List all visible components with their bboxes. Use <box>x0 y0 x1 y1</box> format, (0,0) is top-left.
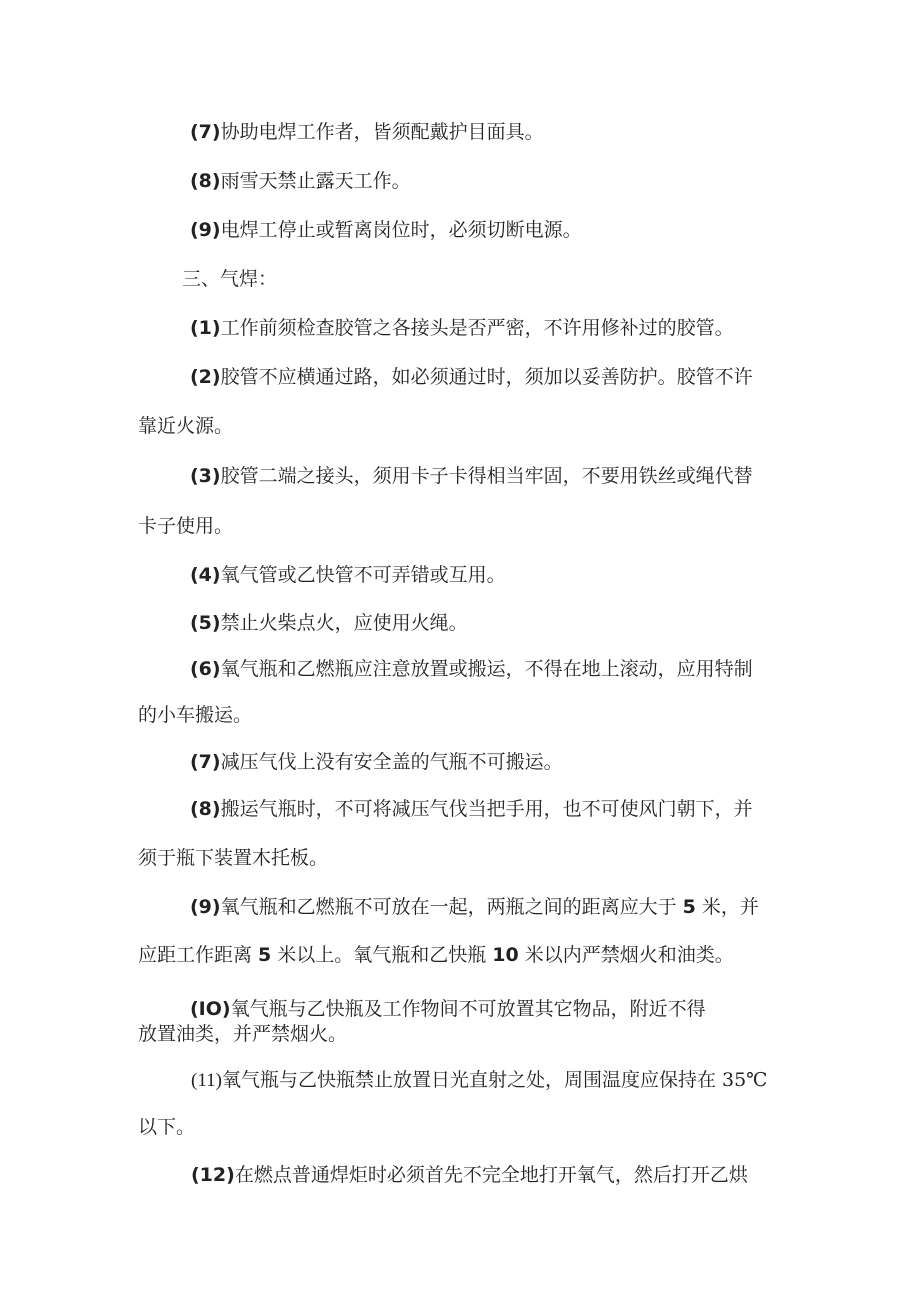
line-text: 放置油类，并严禁烟火。 <box>138 1023 348 1045</box>
paragraph-line-continued <box>138 943 734 967</box>
line-text: 须于瓶下装置木托板。 <box>138 847 329 869</box>
line-text: 卡子使用。 <box>138 515 234 537</box>
inline-number: 5 <box>258 944 272 966</box>
paragraph-line <box>190 657 753 681</box>
heading-text: 三、气焊： <box>182 268 278 290</box>
paragraph-line-continued <box>138 414 233 438</box>
line-text: 在燃点普通焊炬时必须首先不完全地打开氧气，然后打开乙烘 <box>234 1164 748 1186</box>
item-number: (2) <box>190 366 221 388</box>
paragraph-line <box>190 563 506 587</box>
paragraph-line-continued <box>138 1115 195 1139</box>
line-text: 米以内严禁烟火和油类。 <box>524 944 734 966</box>
line-text: 的小车搬运。 <box>138 704 253 726</box>
item-number: (6) <box>190 658 221 680</box>
paragraph-line <box>190 611 468 635</box>
line-text: 协助电焊工作者，皆须配戴护目面具。 <box>220 121 544 143</box>
line-text: 雨雪天禁止露天工作。 <box>220 170 411 192</box>
line-text: 应距工作距离 <box>138 944 253 966</box>
line-text: 米以上。氧气瓶和乙快瓶 <box>277 944 487 966</box>
line-text: 禁止火柴点火，应使用火绳。 <box>220 612 468 634</box>
section-heading <box>182 267 277 291</box>
item-number: (IO) <box>190 998 231 1020</box>
line-text: 氧气瓶与乙快瓶及工作物间不可放置其它物品，附近不得 <box>230 998 706 1020</box>
paragraph-line <box>190 895 759 919</box>
paragraph-line <box>190 218 582 242</box>
item-number: (8) <box>190 798 221 820</box>
paragraph-line <box>190 169 411 193</box>
paragraph-line <box>190 120 544 144</box>
paragraph-line <box>191 1068 767 1093</box>
paragraph-line <box>191 1163 748 1187</box>
item-number: (9) <box>190 219 221 241</box>
inline-number: 10 <box>492 944 519 966</box>
paragraph-line <box>190 365 753 389</box>
paragraph-line <box>190 997 706 1021</box>
line-text: 氧气瓶和乙燃瓶不可放在一起，两瓶之间的距离应大于 <box>220 896 677 918</box>
item-number: (4) <box>190 564 221 586</box>
paragraph-line-continued <box>138 846 328 870</box>
item-number: (1) <box>190 317 221 339</box>
item-number: (8) <box>190 170 221 192</box>
item-number: (5) <box>190 612 221 634</box>
paragraph-line <box>190 464 753 488</box>
item-number: (3) <box>190 465 221 487</box>
line-text: 米，并 <box>701 896 759 918</box>
line-text: 胶管二端之接头，须用卡子卡得相当牢固，不要用铁丝或绳代替 <box>220 465 753 487</box>
line-text: 氧气管或乙快管不可弄错或互用。 <box>220 564 506 586</box>
paragraph-line <box>190 750 563 774</box>
line-text: 电焊工停止或暂离岗位时，必须切断电源。 <box>220 219 582 241</box>
paragraph-line <box>190 797 753 821</box>
line-text: 靠近火源。 <box>138 415 234 437</box>
paragraph-line-continued <box>138 703 252 727</box>
item-number: (7) <box>190 751 221 773</box>
item-number: (9) <box>190 896 221 918</box>
line-text: 氧气瓶与乙快瓶禁止放置日光直射之处，周围温度应保持在 35℃ <box>221 1069 768 1091</box>
line-text: 搬运气瓶时，不可将减压气伐当把手用，也不可使风门朝下，并 <box>220 798 753 820</box>
line-text: 工作前须检查胶管之各接头是否严密，不许用修补过的胶管。 <box>220 317 734 339</box>
line-text: 以下。 <box>138 1116 196 1138</box>
paragraph-line-continued <box>138 1022 347 1046</box>
paragraph-line <box>190 316 734 340</box>
inline-number: 5 <box>682 896 696 918</box>
line-text: 减压气伐上没有安全盖的气瓶不可搬运。 <box>220 751 563 773</box>
item-number: (11) <box>191 1070 222 1091</box>
line-text: 氧气瓶和乙燃瓶应注意放置或搬运，不得在地上滚动，应用特制 <box>220 658 753 680</box>
line-text: 胶管不应横通过路，如必须通过时，须加以妥善防护。胶管不许 <box>220 366 753 388</box>
item-number: (12) <box>191 1164 235 1186</box>
item-number: (7) <box>190 121 221 143</box>
paragraph-line-continued <box>138 514 233 538</box>
